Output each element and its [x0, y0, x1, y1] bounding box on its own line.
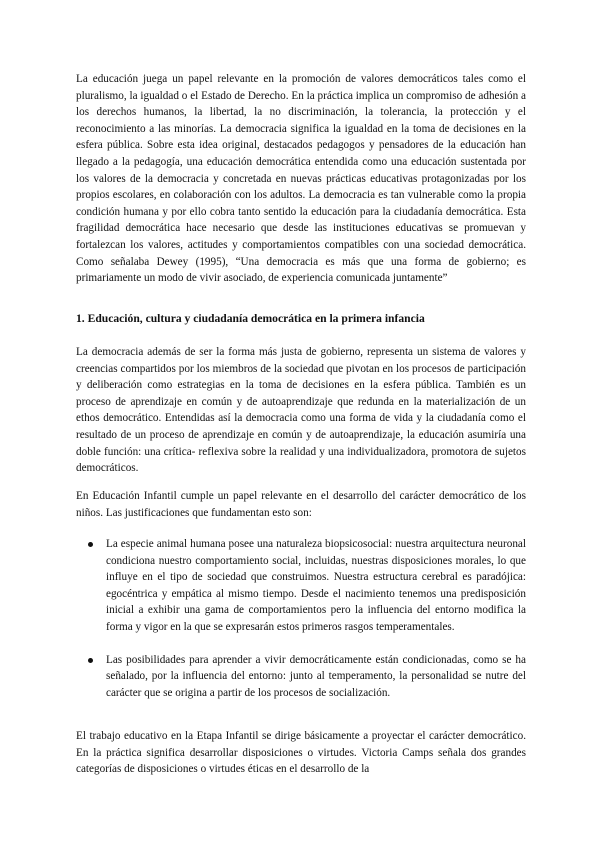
section-heading: 1. Educación, cultura y ciudadanía democrática en la primera infancia	[76, 312, 425, 325]
list-item	[76, 652, 526, 702]
list-item-text: Las posibilidades para aprender a vivir democráticamente están condicionadas, como se ha señalado, por la influencia del entorno: junto al temperamento, la personalidad se nutre del carácter que se origina a partir de los procesos de socialización.	[106, 653, 526, 699]
list-item	[76, 536, 526, 636]
intro-paragraph: La educación juega un papel relevante en la promoción de valores democráticos tales como el pluralismo, la igualdad o el Estado de Derecho. En la práctica implica un compromiso de adhesión a los derechos humanos, la libertad, la no discriminación, la tolerancia, la protección y el reconocimiento a las minorías. La democracia significa la igualdad en la toma de decisiones en la esfera pública. Sobre esta idea original, destacados pedagogos y pensadores de la educación han llegado a la pedagogía, una educación democrática entendida como una educación sustentada por los valores de la democracia y concretada en nuevas prácticas educativas protagonizadas por los propios escolares, en colaboración con los adultos. La democracia es tan vulnerable como la propia condición humana y por ello cobra tanto sentido la educación para la ciudadanía democrática. Esta fragilidad democrática hace necesario que desde las instituciones educativas se promuevan y fortalezcan los valores, actitudes y comportamientos compatibles con una sociedad democrática. Como señalaba Dewey (1995), “Una democracia es más que una forma de gobierno; es primariamente un modo de vivir asociado, de experiencia comunicada juntamente”	[76, 73, 526, 285]
paragraph-infantil: En Educación Infantil cumple un papel relevante en el desarrollo del carácter democrático de los niños. Las justificaciones que fundamentan esto son:	[76, 490, 526, 519]
paragraph-democracy: La democracia además de ser la forma más justa de gobierno, representa un sistema de valores y creencias compartidos por los miembros de la sociedad que pivotan en los procesos de participación y deliberación como estrategias en la toma de decisiones en la esfera pública. También es un proceso de aprendizaje en común y de autoaprendizaje que redunda en la materialización de un ethos democrático. Entendidas así la democracia como una forma de vida y la ciudadanía como el resultado de un proceso de aprendizaje en común y de autoaprendizaje, la educación asumiría una doble función: una crítica- reflexiva sobre la realidad y una individualizadora, promotora de sujetos democráticos.	[76, 346, 526, 475]
justifications-list	[76, 536, 526, 701]
paragraph-educativo: El trabajo educativo en la Etapa Infantil se dirige básicamente a proyectar el carácter democrático. En la práctica significa desarrollar disposiciones o virtudes. Victoria Camps señala dos grandes categorías de disposiciones o virtudes éticas en el desarrollo de la	[76, 730, 526, 776]
bullet-icon	[88, 542, 93, 547]
bullet-icon	[88, 658, 93, 663]
list-item-text: La especie animal humana posee una naturaleza biopsicosocial: nuestra arquitectura neuronal condiciona nuestro comportamiento social, incluidas, nuestras disposiciones morales, lo que influye en el tipo de sociedad que construimos. Nuestra estructura cerebral es paradójica: egocéntrica y empática al mismo tiempo. Desde el nacimiento tenemos una predisposición inicial a exhibir una gama de comportamientos pero la influencia del entorno modifica la forma y vigor en la que se expresarán estos primeros rasgos temperamentales.	[106, 538, 526, 633]
